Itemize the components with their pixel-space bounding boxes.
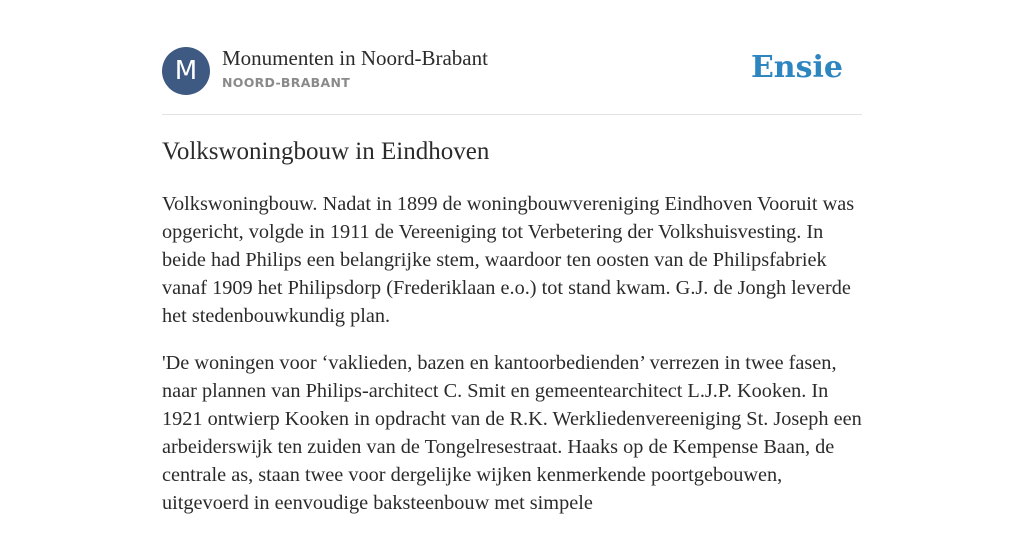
article-paragraph: 'De woningen voor ‘vaklieden, bazen en kantoorbedienden’ verrezen in twee fasen, naar plannen van Philips-architect C. Smit en gemeentearchitect L.J.P. Kooken. In 1921 ontwierp Kooken in opdracht van de R.K. Werkliedenvereeniging St. Joseph een arbeiderswijk ten zuiden van de Tongelresestraat. Haaks op de Kempense Baan, de centrale as, staan twee voor dergelijke wijken kenmerkende poortgebouwen, uitgevoerd in eenvoudige baksteenbouw met simpele (162, 352, 862, 514)
article-body (162, 190, 866, 536)
page-container (162, 0, 862, 514)
region-label: NOORD-BRABANT (222, 75, 351, 90)
page-header (162, 0, 862, 115)
collection-title[interactable]: Monumenten in Noord-Brabant (222, 46, 488, 70)
collection-avatar[interactable]: M (162, 47, 210, 95)
article-title: Volkswoningbouw in Eindhoven (162, 138, 490, 165)
ensie-logo[interactable]: Ensie (750, 50, 843, 85)
article-paragraph: Volkswoningbouw. Nadat in 1899 de woningbouwvereniging Eindhoven Vooruit was opgericht, volgde in 1911 de Vereeniging tot Verbetering der Volkshuisvesting. In beide had Philips een belangrijke stem, waardoor ten oosten van de Philipsfabriek vanaf 1909 het Philipsdorp (Frederiklaan e.o.) tot stand kwam. G.J. de Jongh leverde het stedenbouwkundig plan. (162, 193, 855, 327)
